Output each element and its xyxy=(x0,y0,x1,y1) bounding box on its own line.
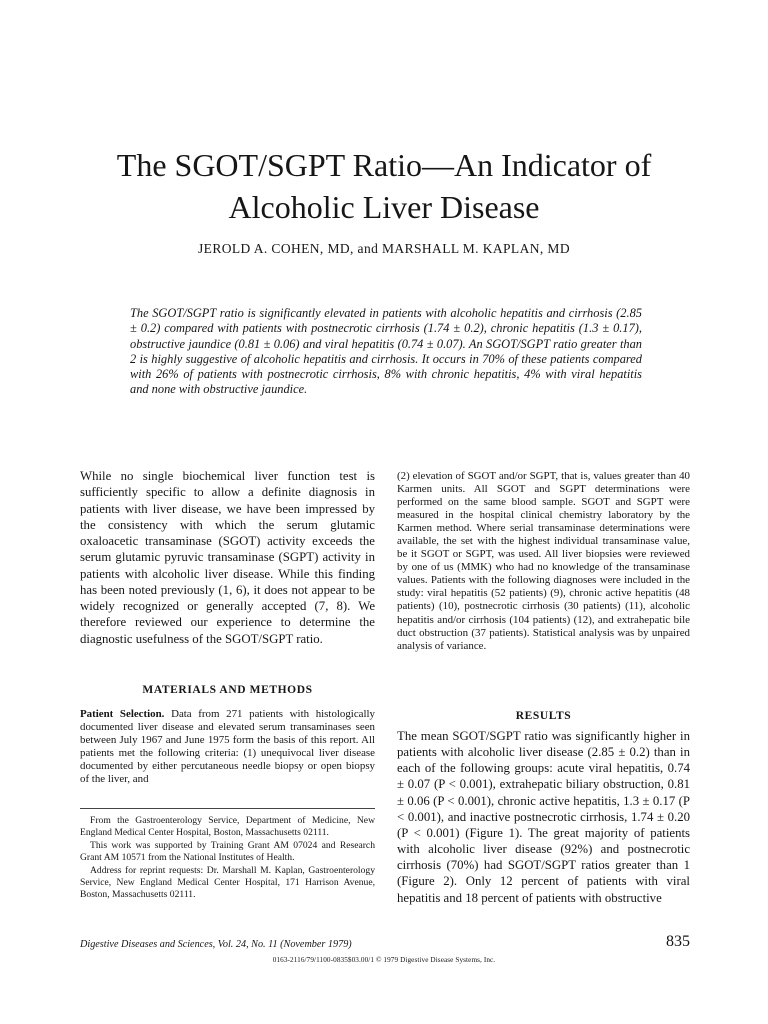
title-line-1: The SGOT/SGPT Ratio—An Indicator of xyxy=(116,147,652,183)
abstract: The SGOT/SGPT ratio is significantly elevated in patients with alcoholic hepatitis and cirrhosis (2.85 ± 0.2) compared with patients with postnecrotic cirrhosis (1.74 ± 0.2), chronic hepatitis (1.3 ± 0.17), obstructive jaundice (0.81 ± 0.06) and viral hepatitis (0.74 ± 0.07). An SGOT/SGPT ratio greater than 2 is highly suggestive of alcoholic hepatitis and cirrhosis. It occurs in 70% of these patients compared with 26% of patients with postnecrotic cirrhosis, 8% with chronic hepatitis, 4% with viral hepatitis and none with obstructive jaundice. xyxy=(130,306,642,397)
article-title xyxy=(60,144,708,228)
footnote-reprints: Address for reprint requests: Dr. Marshall M. Kaplan, Gastroenterology Service, New England Medical Center Hospital, 171 Harrison Avenue, Boston, Massachusetts 02111. xyxy=(80,864,375,901)
results-heading: RESULTS xyxy=(515,710,572,722)
title-line-2: Alcoholic Liver Disease xyxy=(228,189,540,225)
journal-citation: Digestive Diseases and Sciences, Vol. 24, No. 11 (November 1979) xyxy=(80,939,352,950)
introduction-paragraph: While no single biochemical liver function test is sufficiently specific to allow a definite diagnosis in patients with liver disease, we have been impressed by the consistency with which the serum glutamic oxaloacetic transaminase (SGOT) activity exceeds the serum glutamic pyruvic transaminase (SGPT) activity in patients with alcoholic liver disease. While this finding has been noted previously (1, 6), it does not appear to be widely recognized or generally accepted (7, 8). We therefore reviewed our experience to determine the diagnostic usefulness of the SGOT/SGPT ratio. xyxy=(80,469,375,646)
footnote-divider xyxy=(80,808,375,809)
page-number: 835 xyxy=(666,933,690,950)
patient-selection-text: Data from 271 patients with histologically documented liver disease and elevated serum transaminases seen between July 1967 and June 1975 form the basis of this report. All patients met the following criteria: (1) unequivocal liver disease documented by either percutaneous needle biopsy or open biopsy of the liver, and xyxy=(80,708,375,785)
methods-continued-paragraph: (2) elevation of SGOT and/or SGPT, that is, values greater than 40 Karmen units. All SGOT and SGPT determinations were performed on the same blood sample. SGOT and SGPT were measured in the hospital clinical chemistry laboratory by the Karmen method. Where serial transaminase determinations were available, the set with the highest individual transaminase value, be it SGOT or SGPT, was used. All liver biopsies were reviewed by one of us (MMK) who had no knowledge of the transaminase values. Patients with the following diagnoses were included in the study: viral hepatitis (52 patients) (9), chronic active hepatitis (48 patients) (10), postnecrotic cirrhosis (30 patients) (11), alcoholic hepatitis and/or cirrhosis (104 patients) (12), and extrahepatic bile duct obstruction (37 patients). Statistical analysis was by unpaired analysis of variance. xyxy=(397,470,690,652)
copyright-line: 0163-2116/79/1100-0835$03.00/1 © 1979 Digestive Disease Systems, Inc. xyxy=(272,956,496,964)
patient-selection-paragraph xyxy=(80,708,375,786)
methods-heading: MATERIALS AND METHODS xyxy=(142,684,313,696)
results-paragraph: The mean SGOT/SGPT ratio was significantly higher in patients with alcoholic liver disease (2.85 ± 0.2) than in each of the following groups: acute viral hepatitis, 0.74 ± 0.07 (P < 0.001), extrahepatic biliary obstruction, 0.81 ± 0.06 (P < 0.001), chronic active hepatitis, 1.3 ± 0.17 (P < 0.001), and inactive postnecrotic cirrhosis, 1.74 ± 0.20 (P < 0.001) (Figure 1). The great majority of patients with alcoholic liver disease (92%) and postnecrotic cirrhosis (70%) had SGOT/SGPT ratios greater than 1 (Figure 2). Only 12 percent of patients with viral hepatitis and 18 percent of patients with obstructive xyxy=(397,729,690,905)
footnotes xyxy=(80,815,375,902)
footnote-support: This work was supported by Training Grant AM 07024 and Research Grant AM 10571 from the National Institutes of Health. xyxy=(80,839,375,864)
footnote-affiliation: From the Gastroenterology Service, Department of Medicine, New England Medical Center Hospital, Boston, Massachusetts 02111. xyxy=(80,815,375,839)
patient-selection-label: Patient Selection. xyxy=(80,708,165,720)
author-line: JEROLD A. COHEN, MD, and MARSHALL M. KAPLAN, MD xyxy=(198,241,570,256)
